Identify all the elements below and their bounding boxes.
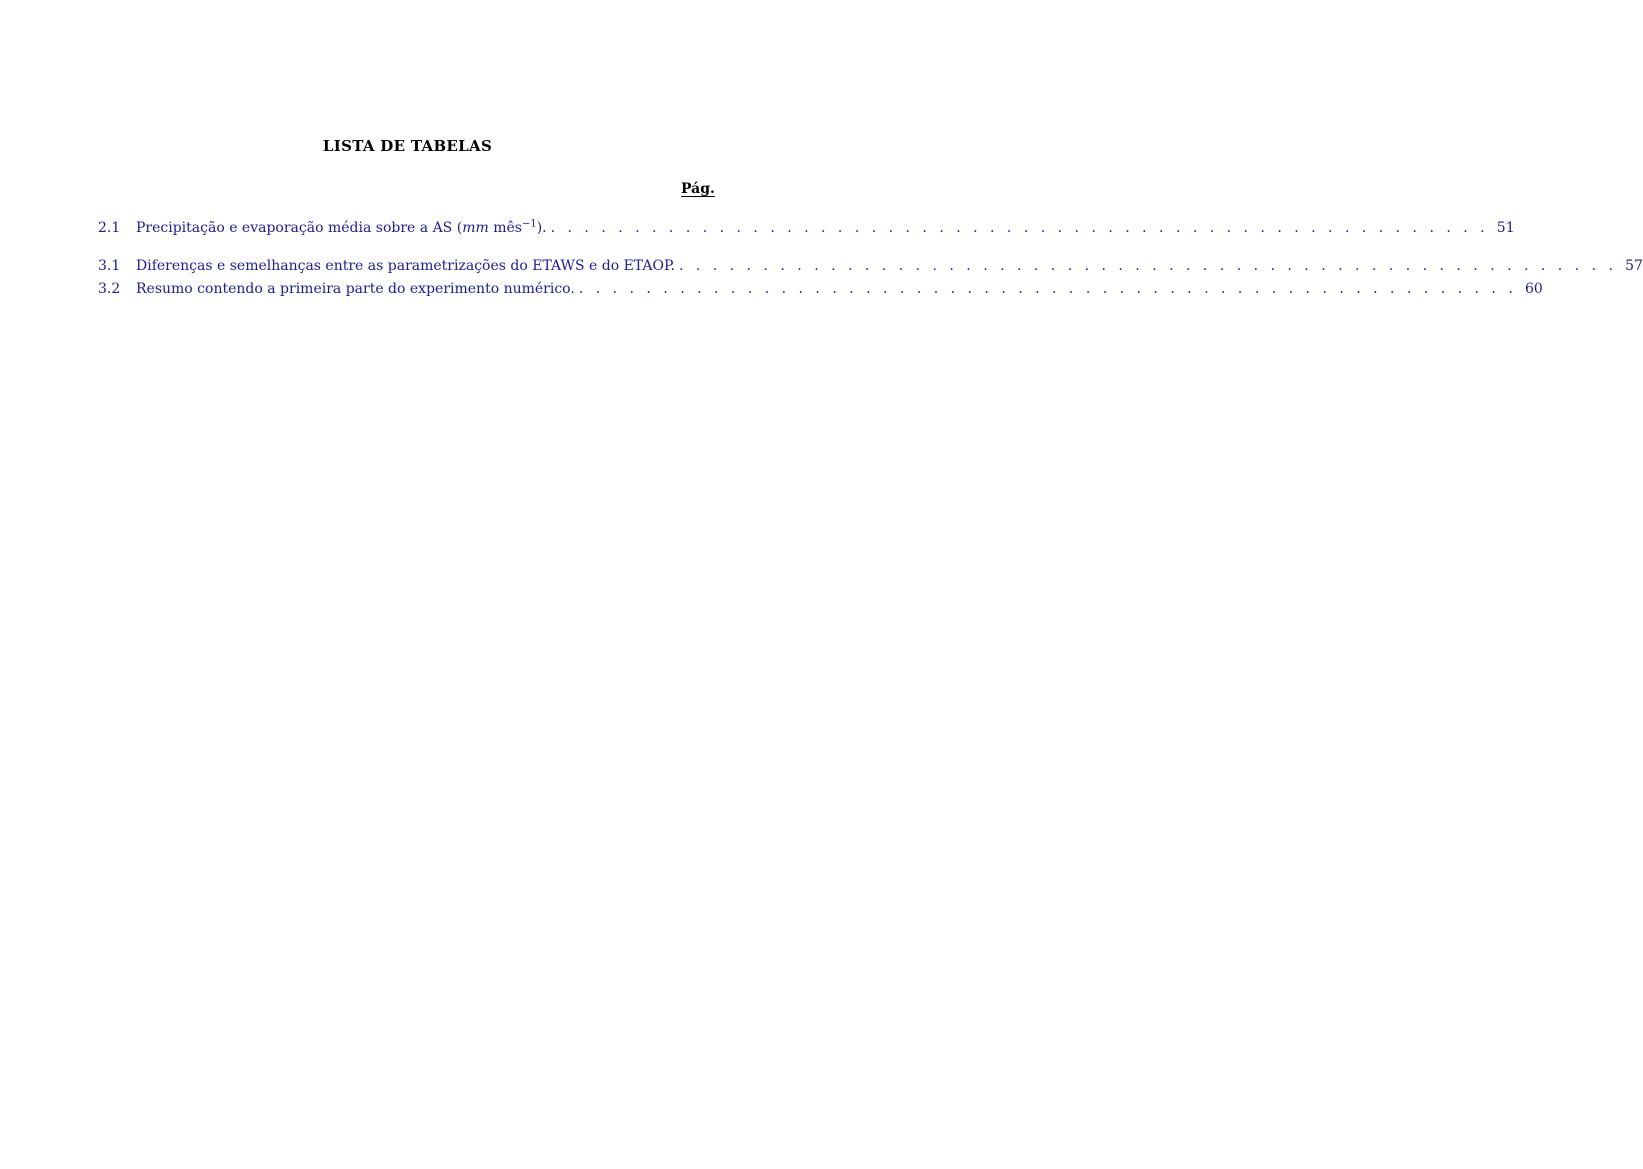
entry-page-number[interactable]: 57: [1625, 258, 1643, 274]
entry-title[interactable]: [136, 220, 547, 236]
entry-title-math: mm: [462, 220, 489, 236]
entry-number: 3.1: [98, 258, 121, 274]
entry-title[interactable]: Diferenças e semelhanças entre as parametrizações do ETAWS e do ETAOP.: [136, 258, 675, 274]
entry-title-superscript: −1: [521, 218, 537, 230]
entry-number: 3.2: [98, 281, 121, 297]
entry-title-text: Precipitação e evaporação média sobre a AS (: [136, 220, 463, 236]
entry-title[interactable]: Resumo contendo a primeira parte do experimento numérico.: [136, 281, 575, 297]
entry-title-end: ).: [536, 220, 547, 236]
table-list-entry[interactable]: [98, 218, 1515, 240]
table-list-entry[interactable]: [98, 281, 1543, 301]
entry-page-number[interactable]: 51: [1496, 220, 1515, 236]
page-title: LISTA DE TABELAS: [322, 137, 493, 155]
dot-leader: [679, 258, 1617, 274]
table-list-entry[interactable]: [98, 258, 1643, 278]
entry-number: 2.1: [98, 220, 121, 236]
entry-title-unit: mês: [488, 220, 522, 236]
dot-leader: [579, 281, 1517, 297]
entry-page-number[interactable]: 60: [1524, 281, 1543, 297]
page-column-header: Pág.: [681, 181, 715, 197]
dot-leader: [551, 220, 1489, 236]
